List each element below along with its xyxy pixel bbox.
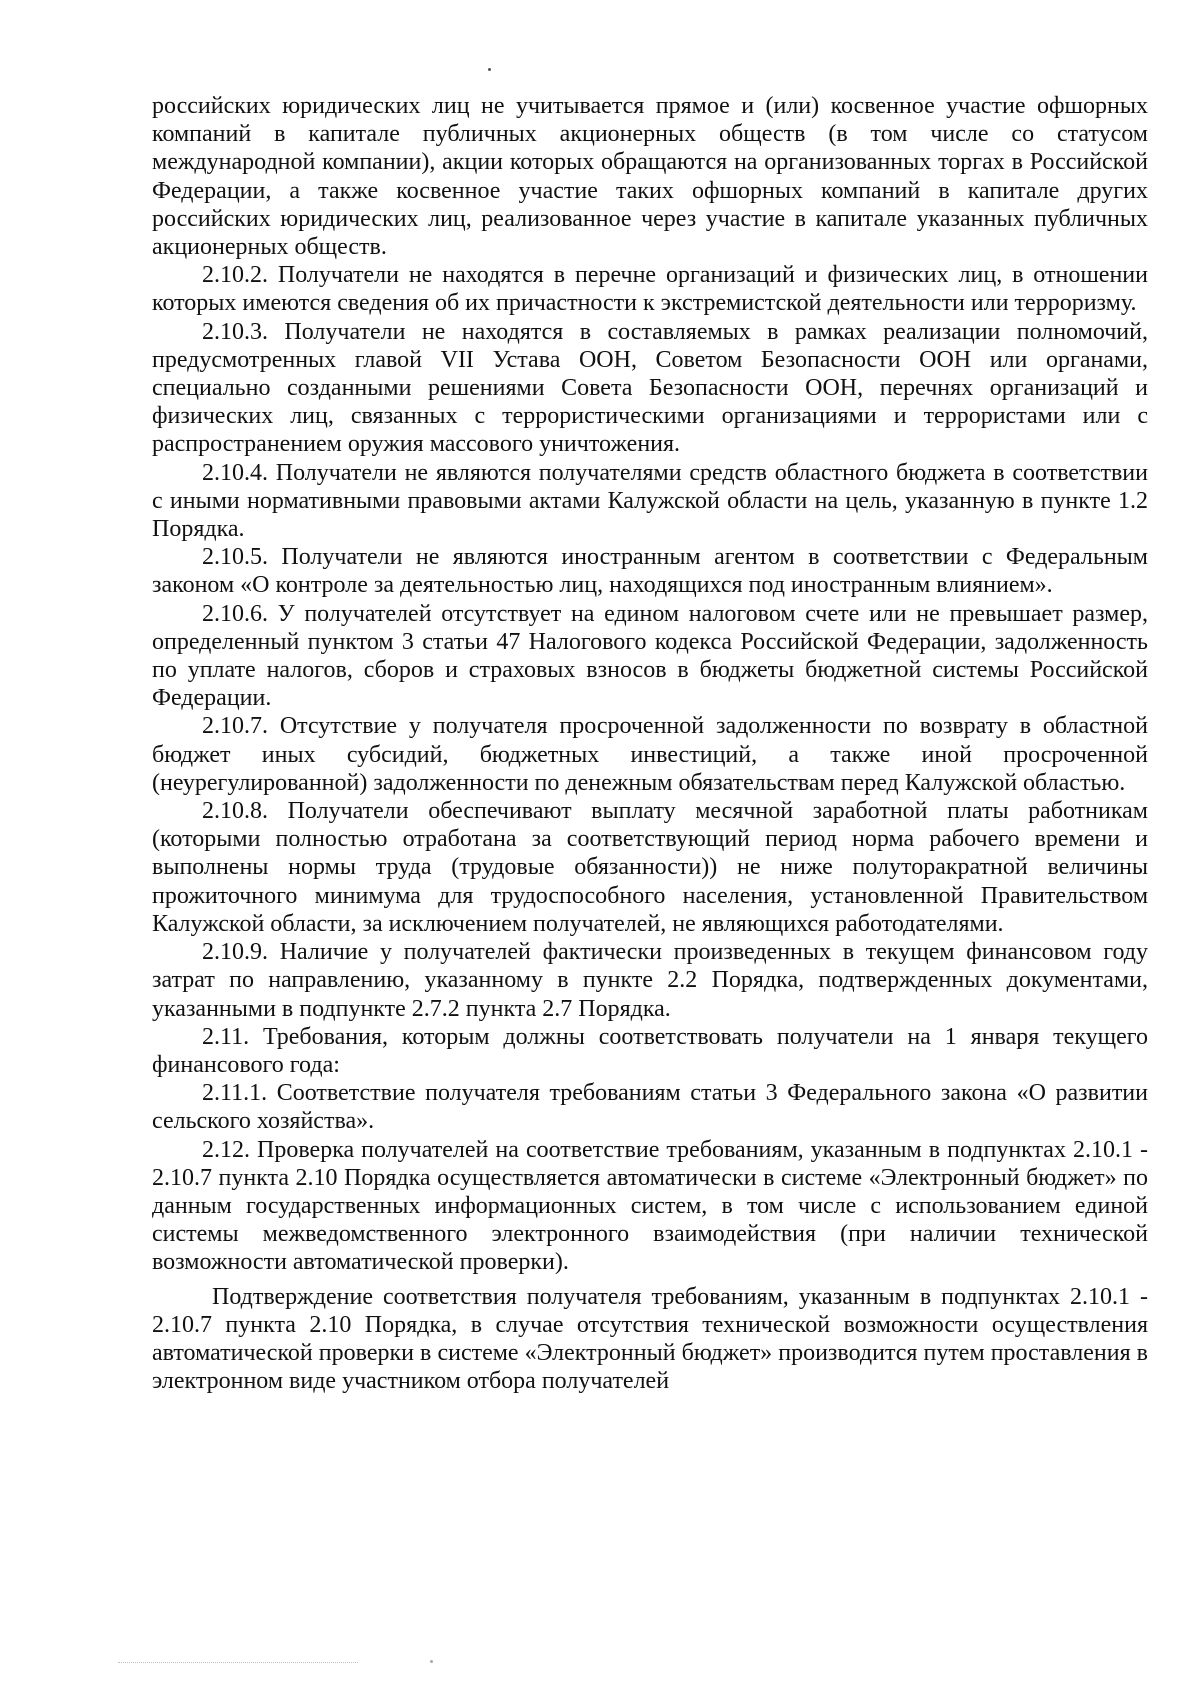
paragraph-2-10-5: 2.10.5. Получатели не являются иностранным агентом в соответствии с Федеральным законом «О контроле за деятельностью лиц, находящихся под иностранным влиянием». <box>152 544 1148 599</box>
scan-artifact-dot <box>488 68 491 71</box>
paragraph-2-10-4: 2.10.4. Получатели не являются получателями средств областного бюджета в соответствии с иными нормативными правовыми актами Калужской области на цель, указанную в пункте 1.2 Порядка. <box>152 459 1148 543</box>
paragraph-2-10-3: 2.10.3. Получатели не находятся в составляемых в рамках реализации полномочий, предусмотренных главой VII Устава ООН, Советом Безопасности ООН или органами, специально созданными решениями Совета Безопасности ООН, перечнях организаций и физических лиц, связанных с террористическими организациями и террористами или с распространением оружия массового уничтожения. <box>152 318 1148 458</box>
paragraph-2-11-1: 2.11.1. Соответствие получателя требованиям статьи 3 Федерального закона «О развитии сельского хозяйства». <box>152 1080 1148 1135</box>
paragraph-2-10-7: 2.10.7. Отсутствие у получателя просроченной задолженности по возврату в областной бюджет иных субсидий, бюджетных инвестиций, а также иной просроченной (неурегулированной) задолженности по денежным обязательствам перед Калужской областью. <box>152 713 1148 796</box>
paragraph-2-11: 2.11. Требования, которым должны соответствовать получатели на 1 января текущего финансового года: <box>152 1023 1148 1078</box>
paragraph-2-10-8: 2.10.8. Получатели обеспечивают выплату месячной заработной платы работникам (которыми полностью отработана за соответствующий период норма рабочего времени и выполнены нормы труда (трудовые обязанности)) не ниже полуторакратной величины прожиточного минимума для трудоспособного населения, установленной Правительством Калужской области, за исключением получателей, не являющихся работодателями. <box>152 798 1148 937</box>
scan-footer-dot <box>430 1660 433 1663</box>
paragraph-2-12: 2.12. Проверка получателей на соответствие требованиям, указанным в подпунктах 2.10.1 - 2.10.7 пункта 2.10 Порядка осуществляется автоматически в системе «Электронный бюджет» по данным государственных информационных систем, в том числе с использованием единой системы межведомственного электронного взаимодействия (при наличии технической возможности автоматической проверки). <box>152 1136 1148 1276</box>
document-body <box>152 92 1148 1395</box>
scan-footer-artifact <box>118 1662 358 1667</box>
paragraph-2-10-6: 2.10.6. У получателей отсутствует на едином налоговом счете или не превышает размер, определенный пунктом 3 статьи 47 Налогового кодекса Российской Федерации, задолженность по уплате налогов, сборов и страховых взносов в бюджеты бюджетной системы Российской Федерации. <box>152 600 1148 712</box>
paragraph-2-10-9: 2.10.9. Наличие у получателей фактически произведенных в текущем финансовом году затрат по направлению, указанному в пункте 2.2 Порядка, подтвержденных документами, указанными в подпункте 2.7.2 пункта 2.7 Порядка. <box>152 939 1148 1022</box>
paragraph-2-10-2: 2.10.2. Получатели не находятся в перечне организаций и физических лиц, в отношении которых имеются сведения об их причастности к экстремистской деятельности или терроризму. <box>152 262 1148 317</box>
paragraph-intro-continuation: российских юридических лиц не учитывается прямое и (или) косвенное участие офшорных компаний в капитале публичных акционерных обществ (в том числе со статусом международной компании), акции которых обращаются на организованных торгах в Российской Федерации, а также косвенное участие таких офшорных компаний в капитале других российских юридических лиц, реализованное через участие в капитале указанных публичных акционерных обществ. <box>152 93 1148 261</box>
paragraph-confirmation: Подтверждение соответствия получателя требованиям, указанным в подпунктах 2.10.1 - 2.10.7 пункта 2.10 Порядка, в случае отсутствия технической возможности осуществления автоматической проверки в системе «Электронный бюджет» производится путем проставления в электронном виде участником отбора получателей <box>152 1283 1148 1395</box>
